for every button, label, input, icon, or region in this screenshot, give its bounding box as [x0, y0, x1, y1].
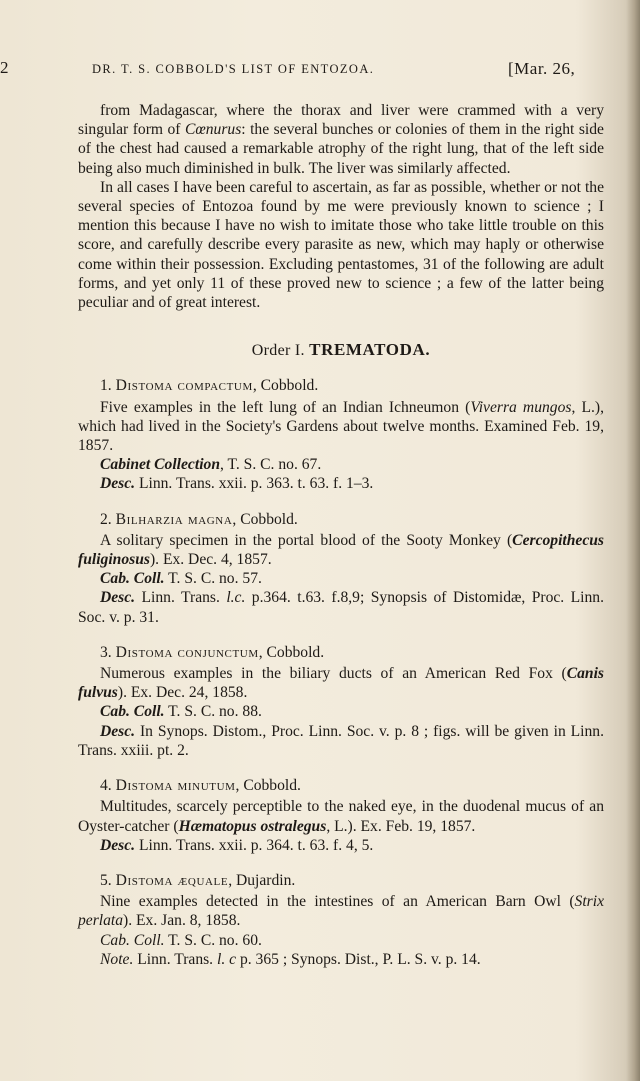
collection-label: Cab. Coll.: [100, 703, 165, 721]
species-author: , Cobbold.: [258, 643, 325, 661]
desc-label: Desc.: [100, 475, 136, 493]
note-label: Note.: [100, 950, 134, 968]
entry-description: [78, 797, 604, 835]
entry-description: [78, 398, 604, 456]
entry-number: 2.: [100, 510, 112, 528]
order-name: TREMATODA.: [309, 340, 431, 360]
collection-line: [78, 569, 604, 588]
host-name: Strix perlata: [78, 893, 604, 930]
entry-heading: [100, 871, 604, 890]
collection-label: Cab. Coll.: [100, 570, 165, 588]
desc-text: Five examples in the left lung of an Indian Ichneumon (: [100, 398, 471, 416]
collection-label: Cab. Coll.: [100, 931, 165, 949]
desc-line: [78, 836, 604, 855]
desc-text: ). Ex. Dec. 24, 1858.: [117, 684, 248, 702]
entry-number: 4.: [100, 777, 112, 795]
entry-heading: [100, 510, 604, 529]
entry-heading: [100, 376, 604, 395]
desc-text: Numerous examples in the biliary ducts of an American Red Fox (: [100, 665, 567, 683]
desc-ref: Linn. Trans. xxii. p. 364. t. 63. f. 4, 5.: [135, 836, 374, 854]
header-date: [Mar. 26,: [508, 59, 576, 78]
desc-line: [78, 474, 604, 493]
desc-ref: Linn. Trans. xxii. p. 363. t. 63. f. 1–3.: [135, 475, 374, 493]
intro-text: : the several bunches or colonies of them in the right side of the chest had caused a remarkable atrophy of the right lung, that of the left side being also much diminished in bulk. The liver was similarly affected.: [78, 121, 604, 177]
desc-ref: In Synops. Distom., Proc. Linn. Soc. v. p. 8 ; figs. will be given in Linn. Trans. xxiii. pt. 2.: [78, 722, 604, 759]
species-entry: [78, 510, 604, 627]
entry-description: [78, 664, 604, 702]
desc-label: Desc.: [100, 836, 136, 854]
collection-ref: T. S. C. no. 57.: [164, 570, 262, 588]
species-entry: [78, 871, 604, 969]
collection-label: Cabinet Collection: [100, 456, 220, 474]
desc-ref: p.364. t.63. f.8,9; Synopsis of Distomidæ, Proc. Linn. Soc. v. p. 31.: [78, 589, 604, 626]
species-name: Distoma æquale: [115, 871, 229, 889]
collection-ref: T. S. C. no. 88.: [164, 703, 262, 721]
order-heading: [78, 340, 604, 360]
desc-ref: Linn. Trans.: [133, 950, 217, 968]
host-name: Cercopithecus fuliginosus: [78, 531, 604, 569]
entry-heading: [100, 776, 604, 795]
entry-number: 3.: [100, 643, 112, 661]
species-name: Distoma compactum: [115, 377, 253, 395]
collection-line: [78, 931, 604, 950]
entry-description: [78, 531, 604, 569]
intro-paragraph-2: In all cases I have been careful to ascertain, as far as possible, whether or not the several species of Entozoa found by me were previously known to science ; I mention this because I have no wish to imitate those who take little trouble on this score, and carefully describe every parasite as new, which may haply or otherwise come within their possession. Excluding pentastomes, 31 of the following are adult forms, and yet only 11 of these proved new to science ; a few of the latter being peculiar and of great interest.: [78, 178, 604, 312]
desc-line: [78, 588, 604, 626]
desc-label: Desc.: [100, 722, 136, 740]
page-body: [78, 101, 604, 969]
species-entry: [78, 643, 604, 760]
desc-text: A solitary specimen in the portal blood of the Sooty Monkey (: [100, 531, 513, 549]
species-author: , Dujardin.: [228, 871, 296, 889]
entry-heading: [100, 643, 604, 662]
desc-text: ). Ex. Dec. 4, 1857.: [149, 551, 272, 569]
desc-text: Nine examples detected in the intestines of an American Barn Owl (: [100, 893, 575, 911]
desc-ref: Linn. Trans.: [135, 589, 227, 607]
collection-ref: T. S. C. no. 60.: [164, 931, 262, 949]
species-entry: [78, 776, 604, 855]
desc-text: , L.). Ex. Feb. 19, 1857.: [326, 817, 476, 835]
intro-text: from Madagascar, where the thorax and liver were crammed with a very singular form of: [78, 102, 604, 139]
note-line: [78, 950, 604, 969]
entry-description: [78, 892, 604, 930]
intro-paragraph-1: [78, 101, 604, 178]
taxon-name: Cœnurus: [184, 121, 242, 139]
desc-label: Desc.: [100, 589, 136, 607]
host-name: Viverra mungos: [470, 398, 572, 416]
desc-ref: p. 365 ; Synops. Dist., P. L. S. v. p. 14.: [236, 950, 481, 968]
collection-line: [78, 455, 604, 474]
host-name: Canis fulvus: [78, 665, 604, 702]
page-edge-shadow: [626, 0, 640, 1081]
running-header: [0, 58, 640, 80]
order-label: Order I.: [251, 342, 305, 360]
desc-text: , L.), which had lived in the Society's Gardens about twelve months. Examined Feb. 19, 1857.: [78, 398, 604, 455]
species-author: , Cobbold.: [252, 377, 319, 395]
loc-cit: l.c.: [226, 589, 246, 607]
species-entry: [78, 376, 604, 493]
desc-line: [78, 722, 604, 760]
page-number: 2: [0, 58, 9, 77]
entry-number: 1.: [100, 377, 112, 395]
collection-ref: , T. S. C. no. 67.: [220, 456, 322, 474]
species-name: Bilharzia magna: [115, 510, 233, 528]
entry-number: 5.: [100, 871, 112, 889]
host-name: Hæmatopus ostralegus: [178, 817, 327, 835]
collection-line: [78, 702, 604, 721]
species-author: , Cobbold.: [232, 510, 298, 528]
running-title: DR. T. S. COBBOLD'S LIST OF ENTOZOA.: [92, 62, 375, 76]
desc-text: Multitudes, scarcely perceptible to the naked eye, in the duodenal mucus of an Oyster-catcher (: [78, 798, 604, 835]
species-name: Distoma minutum: [115, 777, 236, 795]
desc-text: ). Ex. Jan. 8, 1858.: [123, 912, 241, 930]
species-author: , Cobbold.: [235, 777, 301, 795]
species-name: Distoma conjunctum: [115, 643, 259, 661]
loc-cit: l. c: [216, 950, 237, 968]
